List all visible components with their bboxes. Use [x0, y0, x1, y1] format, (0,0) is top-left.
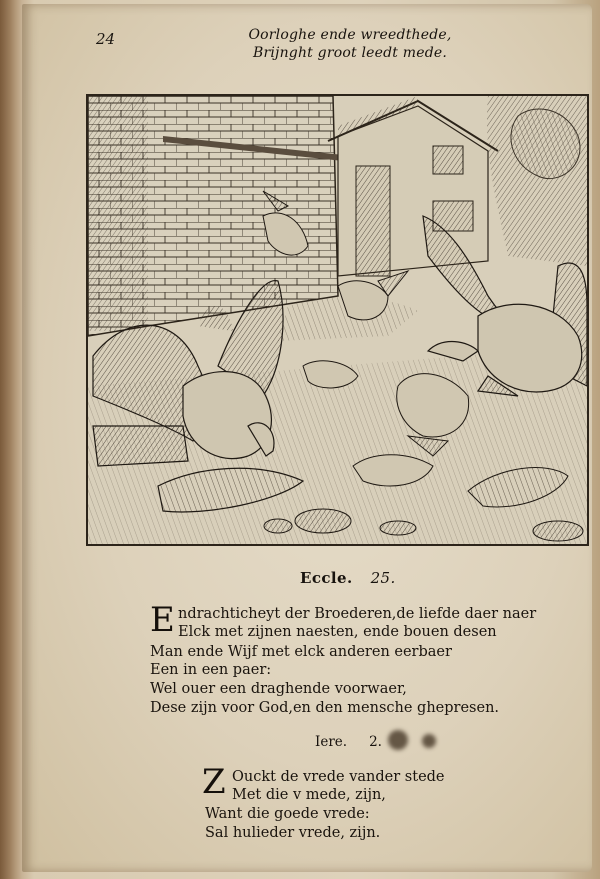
verse2-reference-number: 2.	[369, 734, 382, 750]
verse1-line-6: Dese zijn voor God,en den mensche ghepresen.	[150, 700, 500, 716]
verse1-line-3: Man ende Wijf met elck anderen eerbaer	[150, 644, 452, 660]
verse1-line-4: Een in een paer:	[150, 662, 272, 678]
verse1-reference-book: Eccle.	[300, 569, 353, 587]
verse2-line-3: Want die goede vrede:	[205, 806, 370, 822]
verse2-reference	[315, 734, 382, 750]
verse2-reference-book: Iere.	[315, 734, 348, 750]
verse1-line-5: Wel ouer een draghende voorwaer,	[150, 681, 407, 697]
verse2-line-1: Ouckt de vrede vander stede	[232, 769, 445, 785]
verse2-dropcap: Z	[202, 762, 226, 802]
verse1-dropcap: E	[150, 600, 175, 640]
verse1-line-1: ndrachticheyt der Broederen,de liefde daer naer	[178, 606, 537, 622]
ink-blot	[422, 734, 436, 748]
ink-blot	[388, 730, 408, 750]
verse2-line-4: Sal hulieder vrede, zijn.	[205, 825, 381, 841]
verse2-line-2: Met die v mede, zijn,	[232, 787, 386, 803]
header-line-1: Oorloghe ende wreedthede,	[248, 27, 452, 43]
engraving-illustration	[86, 94, 589, 546]
engraving-svg	[88, 96, 587, 544]
verse1-reference	[300, 569, 396, 587]
verse1-reference-number: 25.	[370, 569, 396, 587]
header-line-2: Brijnght groot leedt mede.	[252, 45, 447, 61]
verse1-line-2: Elck met zijnen naesten, ende bouen desen	[178, 624, 497, 640]
page-number: 24	[96, 30, 116, 48]
